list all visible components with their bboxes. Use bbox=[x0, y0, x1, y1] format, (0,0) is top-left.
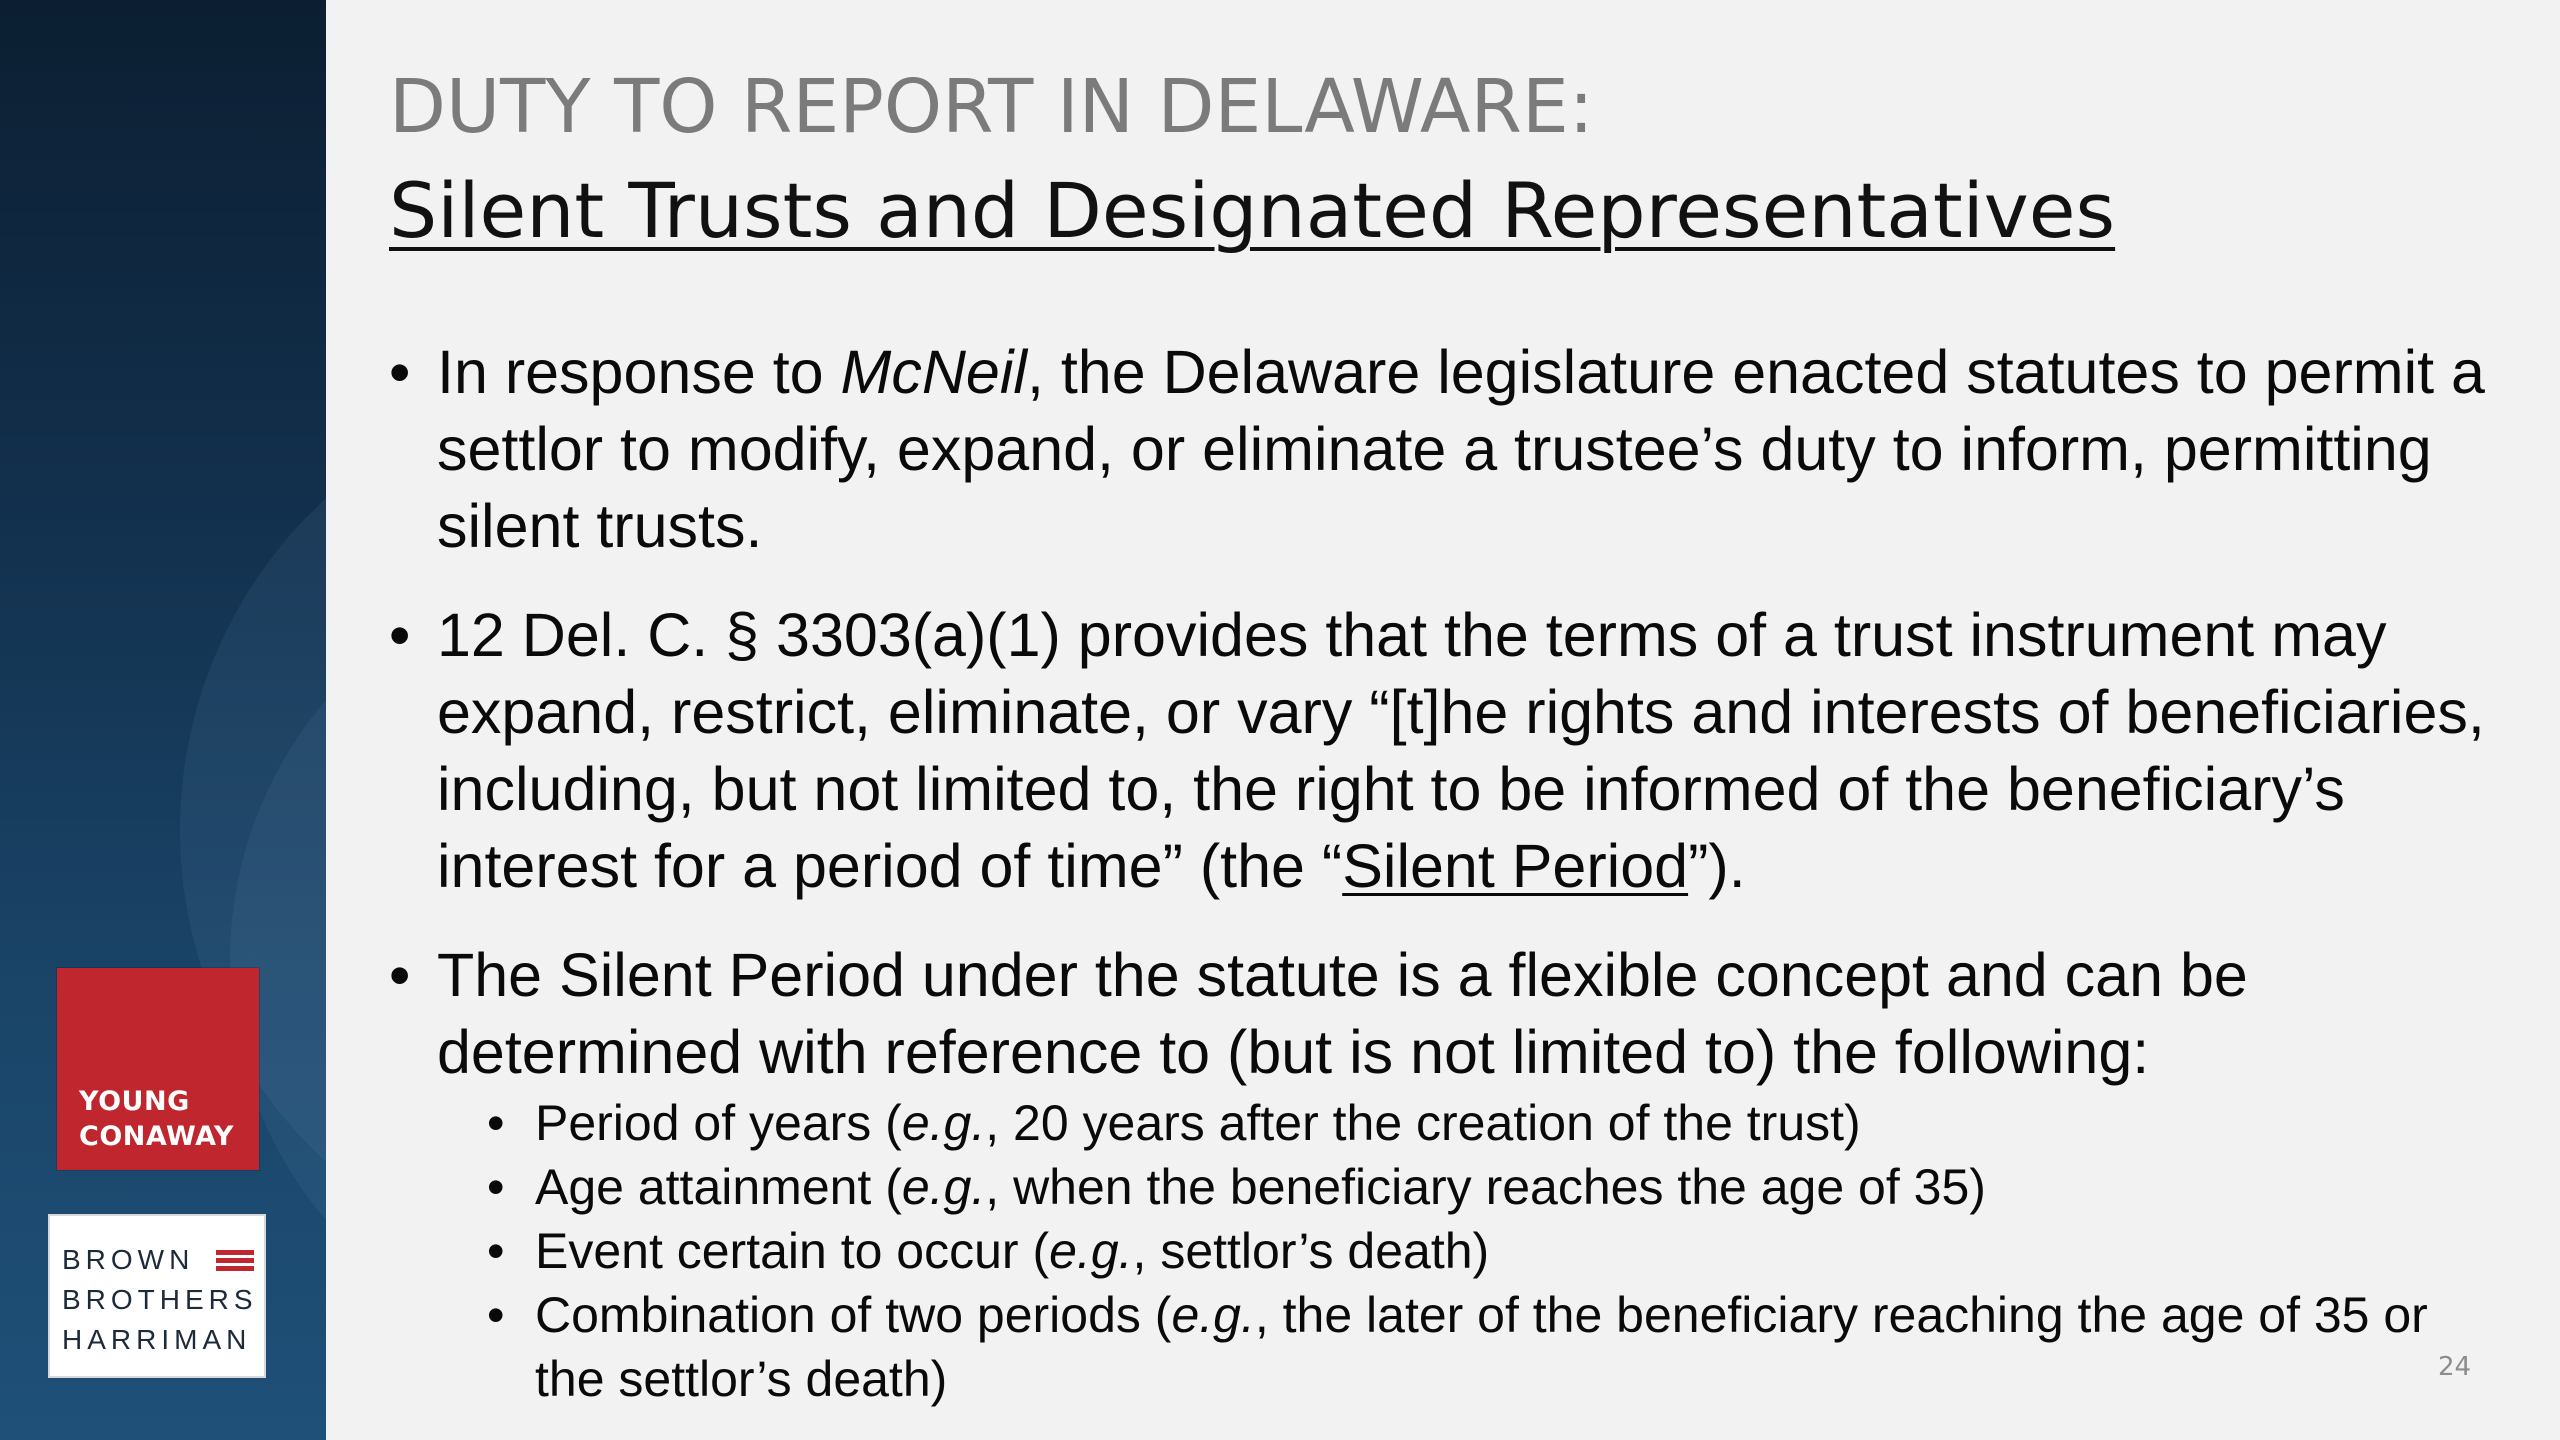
bullet-dot: • bbox=[389, 941, 411, 1009]
bbh-logo-line1: BROWN bbox=[62, 1244, 195, 1275]
sub-bullet-4-eg: e.g. bbox=[1171, 1287, 1255, 1343]
bullet-1-text-pre: In response to bbox=[437, 338, 841, 406]
slide-title-line2: Silent Trusts and Designated Representatives bbox=[389, 166, 2116, 255]
sub-bullet-2-post: , when the beneficiary reaches the age of 35) bbox=[985, 1159, 1986, 1215]
sub-bullet-dot: • bbox=[487, 1095, 505, 1151]
sub-bullet-1-pre: Period of years ( bbox=[535, 1095, 902, 1151]
bullet-item-1 bbox=[389, 334, 2509, 565]
bullet-item-3 bbox=[389, 937, 2509, 1091]
bullet-2-defined-term: Silent Period bbox=[1342, 832, 1689, 900]
young-conaway-logo-line2: CONAWAY bbox=[79, 1121, 234, 1152]
bullet-item-2 bbox=[389, 597, 2509, 905]
brown-brothers-harriman-logo bbox=[48, 1214, 266, 1378]
sidebar-panel bbox=[0, 0, 326, 1440]
sub-bullet-item-1 bbox=[389, 1091, 2509, 1155]
sub-bullet-2-eg: e.g. bbox=[901, 1159, 986, 1215]
sub-bullet-1-post: , 20 years after the creation of the trust) bbox=[985, 1095, 1861, 1151]
sub-bullet-3-pre: Event certain to occur ( bbox=[535, 1223, 1050, 1279]
sub-bullet-item-2 bbox=[389, 1155, 2509, 1219]
sub-bullet-dot: • bbox=[487, 1223, 505, 1279]
sub-bullet-2-pre: Age attainment ( bbox=[535, 1159, 902, 1215]
bullet-1-text-post: , the Delaware legislature enacted statutes to permit a settlor to modify, expand, or eliminate a trustee’s duty to inform, permitting silent trusts. bbox=[437, 338, 2485, 560]
bullet-2-text-pre: 12 Del. C. § 3303(a)(1) provides that the terms of a trust instrument may expand, restrict, eliminate, or vary “[t]he rights and interests of beneficiaries, including, but not limited to, the right to be informed of the beneficiary’s interest for a period of time” (the “ bbox=[437, 601, 2485, 900]
bullet-dot: • bbox=[389, 338, 411, 406]
sub-bullet-1-eg: e.g. bbox=[901, 1095, 986, 1151]
young-conaway-logo-text bbox=[79, 1084, 234, 1154]
sub-bullet-item-3 bbox=[389, 1219, 2509, 1283]
bullet-dot: • bbox=[389, 601, 411, 669]
sub-bullet-4-post: , the later of the beneficiary reaching the age of 35 or the settlor’s death) bbox=[535, 1287, 2428, 1407]
sub-bullet-item-4 bbox=[389, 1283, 2455, 1411]
young-conaway-logo-line1: YOUNG bbox=[79, 1086, 190, 1117]
sub-bullet-4-pre: Combination of two periods ( bbox=[535, 1287, 1172, 1343]
bullet-3-text: The Silent Period under the statute is a flexible concept and can be determined with reference to (but is not limited to) the following: bbox=[437, 941, 2248, 1086]
sub-bullet-3-post: , settlor’s death) bbox=[1132, 1223, 1490, 1279]
bullet-1-case-name: McNeil bbox=[840, 338, 1027, 406]
slide-body bbox=[389, 334, 2509, 1411]
bbh-logo-line3: HARRIMAN bbox=[62, 1324, 252, 1355]
sub-bullet-3-eg: e.g. bbox=[1049, 1223, 1133, 1279]
sub-bullet-dot: • bbox=[487, 1287, 505, 1343]
bullet-2-text-post: ”). bbox=[1688, 832, 1746, 900]
flag-icon bbox=[216, 1250, 254, 1272]
bbh-logo-line2: BROTHERS bbox=[62, 1284, 258, 1315]
young-conaway-logo bbox=[57, 968, 259, 1170]
page-number: 24 bbox=[2438, 1352, 2472, 1382]
sub-bullet-dot: • bbox=[487, 1159, 505, 1215]
slide-title-line1: DUTY TO REPORT IN DELAWARE: bbox=[389, 64, 1594, 150]
